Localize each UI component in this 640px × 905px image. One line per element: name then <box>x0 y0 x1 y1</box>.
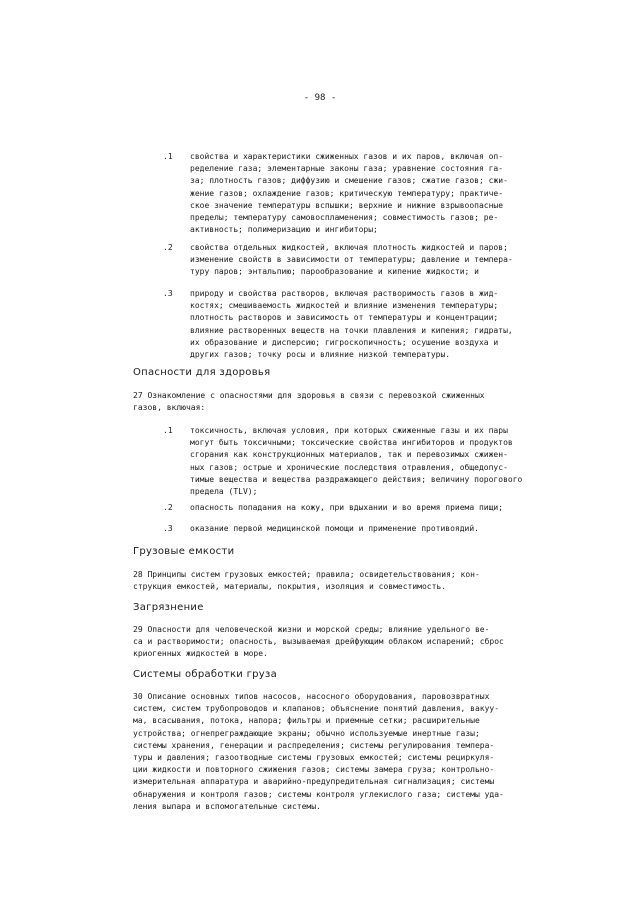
section-heading-pollution: Загрязнение <box>133 602 204 613</box>
item-text: свойства отдельных жидкостей, включая плотность жидкостей и паров; изменение свойств в зависимости от температуры; давление и темпера- туру паров; энтальпию; парообразование и кипение жидкости; и <box>190 243 513 277</box>
item-number: .2 <box>163 243 173 252</box>
section-heading-tanks: Грузовые емкости <box>133 546 235 557</box>
page-number: - 98 - <box>303 93 337 103</box>
item-text: оказание первой медицинской помощи и применение противоядий. <box>190 524 479 533</box>
item-number: .1 <box>163 152 173 161</box>
paragraph-30: 30 Описание основных типов насосов, насосного оборудования, паровозвратных систем, систем трубопроводов и клапанов; объяснение понятий давления, вакуу- ма, всасывания, потока, напора; фильтры и приемные сетки; расширительные устройства; огнепреграждающие экраны; обычно используемые инертные газы; системы хранения, генерации и распределения; системы регулирования темпера- туры и давления; газоотводные системы грузовых емкостей; системы рециркуля- ции жидкости и повторного сжижения газов; системы замера груза; контрольно- измерительная аппаратура и аварийно-предупредительная сигнализация; системы обнаружения и контроля газов; системы контроля углекислого газа; системы уда- ления выпара и вспомогательные системы. <box>133 692 504 811</box>
item-text: токсичность, включая условия, при которых сжиженные газы и их пары могут быть токсичными; токсические свойства ингибиторов и продуктов сгорания как конструкционных материалов, так и перевозимых сжижен- ных газов; острые и хронические последствия отравления, общедопус- тимые вещества и вещества раздражающего действия; величину порогового предела (TLV); <box>190 426 523 497</box>
item-number: .3 <box>163 289 173 298</box>
item-text: природу и свойства растворов, включая растворимость газов в жид- костях; смешиваемость жидкостей и влияние изменения температуры; плотность растворов и зависимость от температуры и концентрации; влияние растворенных веществ на точки плавления и кипения; гидраты, их образование и дисперсию; гигроскопичность; осушение воздуха и других газов; точку росы и влияние низкой температуры. <box>190 289 513 360</box>
item-number: .2 <box>163 503 173 512</box>
section-heading-cargo: Системы обработки груза <box>133 669 278 680</box>
section-heading-health: Опасности для здоровья <box>133 367 271 378</box>
item-text: опасность попадания на кожу, при вдыхании и во время приема пищи; <box>190 503 504 512</box>
paragraph-28: 28 Принципы систем грузовых емкостей; правила; освидетельствования; кон- струкция емкостей, материалы, покрытия, изоляция и совместимость. <box>133 570 480 592</box>
item-text: свойства и характеристики сжиженных газов и их паров, включая оп- ределение газа; элементарные законы газа; уравнение состояния га- за; плотность газов; диффузию и смешение газов; сжатие газов; сжи- жение газов; охлаждение газов; критическую температуру; практиче- ское значение температуры вспышки; верхние и нижние взрывоопасные пределы; температуру самовоспламенения; совместимость газов; ре- активность; полимеризацию и ингибиторы; <box>190 152 508 235</box>
item-number: .3 <box>163 524 173 533</box>
item-number: .1 <box>163 426 173 435</box>
paragraph-27: 27 Ознакомление с опасностями для здоровья в связи с перевозкой сжиженных газов, включая: <box>133 391 485 413</box>
paragraph-29: 29 Опасности для человеческой жизни и морской среды; влияние удельного ве- са и растворимости; опасность, вызываемая дрейфующим облаком испарений; сброс криогенных жидкостей в море. <box>133 625 504 659</box>
